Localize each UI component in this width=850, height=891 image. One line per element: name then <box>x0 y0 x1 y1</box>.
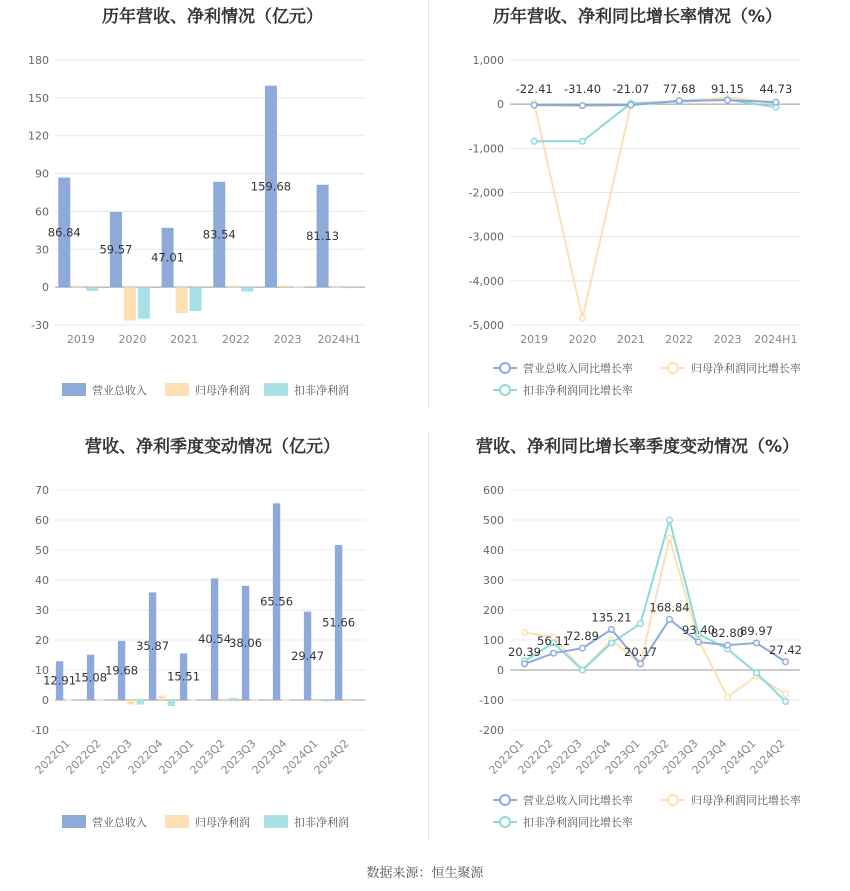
data-label: -31.40 <box>563 82 602 96</box>
bar-parent-profit <box>124 287 136 320</box>
x-tick-label: 2022Q1 <box>32 736 73 777</box>
x-tick-label: 2024H1 <box>754 333 798 346</box>
annual-growth-svg <box>425 0 850 430</box>
bar-deducted-profit <box>168 700 175 706</box>
y-tick-label: 60 <box>35 514 49 527</box>
point-rev-growth <box>522 661 528 667</box>
legend-marker <box>500 817 510 827</box>
legend-marker <box>500 385 510 395</box>
y-tick-label: 0 <box>42 694 49 707</box>
y-tick-label: 70 <box>35 484 49 497</box>
legend-swatch <box>264 815 288 828</box>
point-rev-growth <box>667 617 673 623</box>
x-tick-label: 2022 <box>665 333 694 346</box>
data-label: 65.56 <box>260 594 294 609</box>
data-label: 77.68 <box>662 82 696 96</box>
legend-label: 归母净利润 <box>195 384 250 397</box>
y-tick-label: 60 <box>35 205 49 219</box>
x-tick-label: 2022Q3 <box>544 736 585 777</box>
legend-marker <box>500 363 510 373</box>
panel-divider <box>428 432 429 840</box>
bar-deducted-profit <box>293 287 305 288</box>
legend-marker <box>668 363 678 373</box>
chart-title: 营收、净利同比增长率季度变动情况（%） <box>475 437 800 457</box>
data-label: 20.17 <box>624 644 657 659</box>
legend-label: 营业总收入同比增长率 <box>523 794 633 807</box>
point-deducted-growth <box>667 517 673 523</box>
y-tick-label: 30 <box>35 604 49 617</box>
y-tick-label: 0 <box>497 664 504 677</box>
x-tick-label: 2024Q2 <box>747 736 788 777</box>
point-deducted-growth <box>580 667 586 673</box>
point-rev-growth <box>628 102 634 108</box>
legend-label: 扣非净利润同比增长率 <box>523 384 633 397</box>
y-tick-label: 10 <box>35 664 49 677</box>
legend-marker <box>668 795 678 805</box>
point-parent-growth <box>783 691 789 697</box>
data-label: 44.73 <box>759 82 793 96</box>
data-label: 56.11 <box>537 634 570 649</box>
x-tick-label: 2023Q3 <box>660 736 701 777</box>
point-rev-growth <box>725 642 731 648</box>
data-label: 82.80 <box>711 626 744 641</box>
point-deducted-growth <box>531 138 537 144</box>
series-line-parent-growth <box>534 98 776 319</box>
data-label: 159.68 <box>250 179 292 194</box>
point-rev-growth <box>551 650 557 656</box>
data-label: 27.42 <box>769 642 802 657</box>
bar-parent-profit <box>65 700 72 701</box>
point-rev-growth <box>638 661 644 667</box>
bar-deducted-profit <box>138 287 150 319</box>
point-deducted-growth <box>638 621 644 627</box>
data-label: 38.06 <box>229 635 263 650</box>
bar-parent-profit <box>96 700 103 701</box>
x-tick-label: 2021 <box>170 333 199 346</box>
point-deducted-growth <box>609 640 615 646</box>
data-label: 59.57 <box>99 242 133 257</box>
bar-parent-profit <box>331 287 343 288</box>
point-rev-growth <box>773 99 779 105</box>
data-label: 93.40 <box>682 622 715 637</box>
bar-deducted-profit <box>261 700 268 701</box>
y-tick-label: 50 <box>35 544 49 557</box>
data-label: -21.07 <box>612 82 650 96</box>
y-tick-label: -4,000 <box>468 274 504 288</box>
x-tick-label: 2023 <box>273 333 302 346</box>
point-parent-growth <box>725 694 731 700</box>
data-label: 83.54 <box>202 227 236 242</box>
bar-deducted-profit <box>230 698 237 700</box>
bar-deducted-profit <box>86 287 98 291</box>
legend-label: 归母净利润 <box>195 816 250 829</box>
y-tick-label: 100 <box>483 634 504 647</box>
legend-label: 归母净利润同比增长率 <box>691 794 801 807</box>
data-label: 19.68 <box>105 663 139 678</box>
point-rev-growth <box>609 627 615 633</box>
y-tick-label: -5,000 <box>468 319 504 332</box>
y-tick-label: 200 <box>483 604 504 617</box>
x-tick-label: 2024Q1 <box>718 736 759 777</box>
panel-divider <box>428 0 429 408</box>
data-label: 29.47 <box>291 648 325 663</box>
annual-growth-chart <box>425 0 850 430</box>
bar-parent-profit <box>282 700 289 701</box>
series-line-rev-growth <box>534 100 776 105</box>
x-tick-label: 2022Q4 <box>125 736 166 777</box>
data-label: 72.89 <box>566 629 599 644</box>
legend-label: 扣非净利润 <box>294 384 349 397</box>
point-rev-growth <box>696 639 702 645</box>
quarterly-growth-svg <box>425 430 850 860</box>
quarterly-revenue-profit-svg <box>0 430 425 860</box>
x-tick-label: 2023Q2 <box>631 736 672 777</box>
x-tick-label: 2022Q2 <box>515 736 556 777</box>
x-tick-label: 2022Q3 <box>94 736 135 777</box>
point-rev-growth <box>676 98 682 104</box>
bar-parent-profit <box>72 287 84 288</box>
y-tick-label: 0 <box>42 281 49 295</box>
bar-parent-profit <box>313 700 320 701</box>
point-deducted-growth <box>580 138 586 144</box>
y-tick-label: 400 <box>483 544 504 557</box>
data-label: 35.87 <box>136 639 170 654</box>
point-rev-growth <box>754 640 760 646</box>
bar-parent-profit <box>158 696 165 701</box>
x-tick-label: 2023 <box>713 333 742 346</box>
y-tick-label: 150 <box>28 91 49 105</box>
legend-swatch <box>62 815 86 828</box>
legend-label: 扣非净利润 <box>294 816 349 829</box>
y-tick-label: 180 <box>28 54 49 67</box>
y-tick-label: 300 <box>483 574 504 587</box>
legend-swatch <box>165 383 189 396</box>
bar-deducted-profit <box>137 700 144 705</box>
bar-parent-profit <box>227 287 239 288</box>
quarterly-growth-chart <box>425 430 850 860</box>
annual-revenue-profit-chart <box>0 0 425 430</box>
y-tick-label: 90 <box>35 167 49 181</box>
legend-label: 归母净利润同比增长率 <box>691 362 801 375</box>
x-tick-label: 2023Q1 <box>156 736 197 777</box>
data-label: 89.97 <box>740 624 773 639</box>
x-tick-label: 2020 <box>568 333 597 346</box>
legend-label: 营业总收入 <box>92 816 147 829</box>
point-rev-growth <box>783 659 789 665</box>
x-tick-label: 2019 <box>520 333 549 346</box>
data-label: 15.51 <box>167 669 201 684</box>
legend-label: 营业总收入同比增长率 <box>523 362 633 375</box>
y-tick-label: -100 <box>479 694 504 707</box>
legend-swatch <box>264 383 288 396</box>
bar-deducted-profit <box>106 700 113 701</box>
y-tick-label: 1,000 <box>472 54 504 67</box>
x-tick-label: 2022Q4 <box>573 736 614 777</box>
bar-parent-profit <box>279 285 291 287</box>
bar-parent-profit <box>127 700 134 705</box>
x-tick-label: 2021 <box>616 333 645 346</box>
y-tick-label: -200 <box>479 724 504 737</box>
y-tick-label: -30 <box>31 319 49 332</box>
x-tick-label: 2024Q1 <box>280 736 321 777</box>
x-tick-label: 2022 <box>221 333 250 346</box>
data-label: 15.08 <box>74 670 108 685</box>
bar-deducted-profit <box>241 287 253 291</box>
x-tick-label: 2024Q2 <box>311 736 352 777</box>
bar-deducted-profit <box>292 700 299 701</box>
data-label: 40.54 <box>198 632 232 647</box>
y-tick-label: -2,000 <box>468 186 504 200</box>
point-rev-growth <box>725 97 731 103</box>
x-tick-label: 2022Q1 <box>486 736 527 777</box>
bar-parent-profit <box>251 700 258 701</box>
point-rev-growth <box>580 103 586 109</box>
x-tick-label: 2023Q2 <box>187 736 228 777</box>
bar-deducted-profit <box>354 700 361 701</box>
y-tick-label: -1,000 <box>468 142 504 156</box>
y-tick-label: -3,000 <box>468 230 504 244</box>
x-tick-label: 2022Q2 <box>63 736 104 777</box>
y-tick-label: 30 <box>35 243 49 257</box>
legend-label: 营业总收入 <box>92 384 147 397</box>
bar-parent-profit <box>189 700 196 701</box>
bar-parent-profit <box>344 700 351 701</box>
legend-swatch <box>62 383 86 396</box>
point-rev-growth <box>580 645 586 651</box>
y-tick-label: 500 <box>483 514 504 527</box>
quarterly-revenue-profit-chart <box>0 430 425 860</box>
point-parent-growth <box>580 316 586 322</box>
data-label: 168.84 <box>649 600 690 615</box>
point-parent-growth <box>522 630 528 636</box>
x-tick-label: 2023Q1 <box>602 736 643 777</box>
y-tick-label: 40 <box>35 574 49 587</box>
chart-title: 历年营收、净利情况（亿元） <box>102 7 323 27</box>
y-tick-label: -10 <box>31 724 49 737</box>
x-tick-label: 2020 <box>118 333 147 346</box>
x-tick-label: 2023Q4 <box>689 736 730 777</box>
bar-parent-profit <box>176 287 188 313</box>
y-tick-label: 120 <box>28 129 49 143</box>
data-label: 135.21 <box>591 610 632 625</box>
x-tick-label: 2019 <box>66 333 95 346</box>
y-tick-label: 20 <box>35 634 49 647</box>
y-tick-label: 0 <box>497 98 504 112</box>
legend-swatch <box>165 815 189 828</box>
x-tick-label: 2023Q4 <box>249 736 290 777</box>
data-label: 20.39 <box>508 644 541 659</box>
bar-deducted-profit <box>323 700 330 702</box>
chart-title: 营收、净利季度变动情况（亿元） <box>85 437 340 457</box>
data-label: 47.01 <box>151 250 185 265</box>
legend-label: 扣非净利润同比增长率 <box>523 816 633 829</box>
data-label: -22.41 <box>515 82 553 96</box>
bar-deducted-profit <box>75 700 82 701</box>
annual-revenue-profit-svg <box>0 0 425 430</box>
bar-deducted-profit <box>199 700 206 701</box>
data-source-note: 数据来源：恒生聚源 <box>366 866 484 881</box>
bar-deducted-profit <box>190 287 202 311</box>
x-tick-label: 2024H1 <box>317 333 361 346</box>
y-tick-label: 600 <box>483 484 504 497</box>
data-label: 51.66 <box>322 615 356 630</box>
data-label: 86.84 <box>47 225 81 240</box>
point-parent-growth <box>667 535 673 541</box>
data-label: 81.13 <box>306 228 340 243</box>
legend-marker <box>500 795 510 805</box>
bar-parent-profit <box>220 699 227 701</box>
point-rev-growth <box>531 102 537 108</box>
data-label: 12.91 <box>43 673 77 688</box>
point-deducted-growth <box>783 699 789 705</box>
series-line-parent-growth <box>525 538 786 697</box>
chart-title: 历年营收、净利同比增长率情况（%） <box>492 7 783 27</box>
point-deducted-growth <box>754 670 760 676</box>
bar-deducted-profit <box>345 287 357 288</box>
x-tick-label: 2023Q3 <box>218 736 259 777</box>
data-label: 91.15 <box>711 82 744 96</box>
